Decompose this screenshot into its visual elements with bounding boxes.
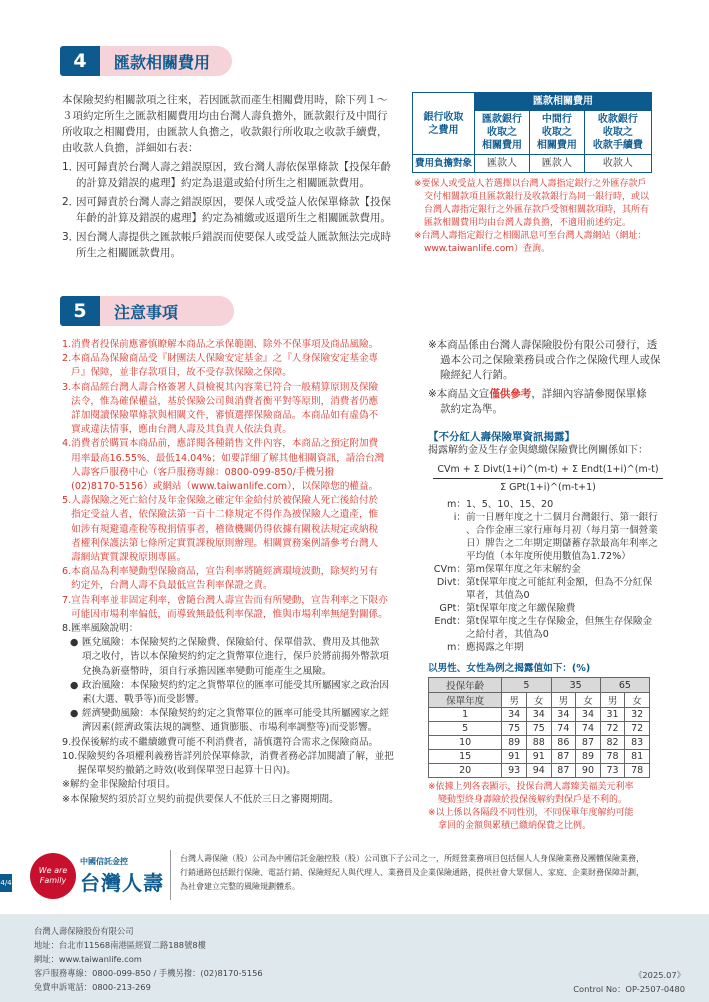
rate-sex-header: 男 <box>502 693 527 708</box>
notice-line: 實或違法情事，應由台灣人壽及其負責人依法負責。 <box>71 424 292 436</box>
footer-line: 客戶服務專線：0800-099-850 / 手機另撥：(02)8170-5156 <box>34 968 263 978</box>
issuer-line: 過本公司之保險業務員或合作之保險代理人或保 <box>440 354 661 366</box>
rate-row <box>429 708 650 722</box>
fee-payer-1: 匯款人 <box>475 155 530 173</box>
item-text <box>76 229 391 261</box>
logo-divider <box>170 850 171 900</box>
formula-def-key: Endt： <box>434 616 466 627</box>
company-desc-line: 台灣人壽保險（股）公司為中國信託金融控股（股）公司旗下子公司之一，所經營業務項目包括個人人身保險業務及團體保險業務， <box>180 854 644 863</box>
notice-item-number: 3. <box>62 381 72 393</box>
fx-risk-list <box>62 636 414 735</box>
section4-title: 匯款相關費用 <box>100 46 232 76</box>
fee-row-label: 費用負擔對象 <box>413 155 475 173</box>
rate-notes <box>428 781 668 833</box>
rate-value: 87 <box>551 764 576 778</box>
formula-def <box>428 563 668 576</box>
notice-line: 本商品為利率變動型保險商品，宣告利率將隨經濟環境波動，除契約另有 <box>71 566 379 578</box>
rate-value: 86 <box>551 736 576 750</box>
notice-red-items <box>62 338 414 622</box>
fee-note-line: 交付相關款項且匯款銀行及收款銀行為同一銀行時，或以 <box>424 192 650 202</box>
rate-value: 94 <box>526 764 551 778</box>
notice-item <box>62 437 414 494</box>
rate-year: 5 <box>429 722 502 736</box>
formula-def-line: 日）牌告之二年期定期儲蓄存款最高年利率之 <box>466 538 658 549</box>
rate-note-line: ※依據上列各表顯示，投保台灣人壽臻美福美元利率 <box>428 782 634 792</box>
rate-row <box>429 764 650 778</box>
intro-line: 由收款人負擔，詳細如右表： <box>62 142 199 154</box>
notice-item-text <box>71 338 378 352</box>
rate-sex-header: 女 <box>526 693 551 708</box>
fee-col2-header <box>529 111 584 155</box>
notice-line: 指定受益人者，依保險法第一百十二條規定不得作為被保險人之遺產，惟 <box>71 509 379 521</box>
rate-value: 72 <box>600 722 625 736</box>
fx-risk-item <box>62 636 414 679</box>
footer-line: 網址：www.taiwanlife.com <box>34 954 142 964</box>
fee-header-line: 收取之 <box>541 127 572 138</box>
notice-line: 用率最高16.55%、最低14.04%；如要詳細了解其他相關資訊，請洽台灣 <box>71 452 385 464</box>
rate-value: 89 <box>576 750 601 764</box>
notice-line: 保險契約各項權利義務皆詳列於保單條款，消費者務必詳加閱讀了解，並把 <box>77 750 394 762</box>
rate-year: 10 <box>429 736 502 750</box>
rate-sex-header: 男 <box>600 693 625 708</box>
fee-col1-header <box>475 111 530 155</box>
company-desc-line: 行銷通路包括銀行保險、電話行銷、保險經紀人與代理人、業務員及企業保險通路，提供社會大眾個人、家庭、企業財務保障計劃， <box>180 868 644 877</box>
formula-def-line: 平均值（本年度所使用數值為1.72%） <box>466 551 631 562</box>
fx-risk-line: 兌換為新臺幣時，須自行承擔因匯率變動可能產生之風險。 <box>82 665 332 677</box>
formula-def-value <box>466 498 553 511</box>
formula-def-line: 單者，其值為0 <box>466 590 530 601</box>
item-number: 2． <box>62 196 80 208</box>
formula-numerator: CVm + Σ Divt(1+i)^(m-t) + Σ Endt(1+i)^(m-t) <box>433 463 662 479</box>
rate-sex-header: 女 <box>625 693 650 708</box>
notice-line: 法令，惟為確保權益，基於保險公司與消費者衡平對等原則，消費者仍應 <box>71 395 379 407</box>
rate-value: 93 <box>502 764 527 778</box>
fee-header-line: 相關費用 <box>481 140 522 151</box>
item-line: 的計算及錯誤的處理】約定為退還或給付所生之相關匯款費用。 <box>76 177 370 189</box>
rate-age-5: 5 <box>502 678 551 693</box>
fee-header-line: 銀行收取 <box>423 111 464 123</box>
rate-value: 73 <box>600 764 625 778</box>
fee-note-line: ※台灣人壽指定銀行之相關訊息可至台灣人壽網站（網址： <box>414 231 647 241</box>
section4-item <box>62 159 407 191</box>
notice-item-number: 2. <box>62 353 72 365</box>
notice-item-number: 5. <box>62 495 72 507</box>
rate-age-35: 35 <box>551 678 600 693</box>
fee-notes <box>412 178 658 256</box>
formula-def-line: 之給付者，其值為0 <box>466 629 549 640</box>
rate-value: 31 <box>600 708 625 722</box>
fee-note-line: 匯款相關費用均由台灣人壽負擔，不適用前述約定。 <box>424 218 632 228</box>
footer-contact <box>34 924 263 994</box>
notice-tail-items <box>62 736 414 807</box>
notice-item-number: 4. <box>62 438 72 450</box>
formula-def-key: i： <box>453 512 466 523</box>
formula-def <box>428 498 668 511</box>
notice-line: 壽網站實質課稅原則專區。 <box>71 552 187 564</box>
formula-def <box>428 641 668 654</box>
fee-header-line: 相關費用 <box>536 140 577 151</box>
rate-note <box>428 807 668 833</box>
formula-def-line: 、合作金庫三家行庫每月初（每月第一個營業 <box>466 525 658 536</box>
disclosure-formula <box>428 463 668 494</box>
notice-item <box>62 750 414 778</box>
rate-value: 78 <box>625 764 650 778</box>
notice-line: 宣告利率並非固定利率，會隨台灣人壽宣告而有所變動，宣告利率之下限亦 <box>71 594 388 606</box>
issuer-line: 險經紀人行銷。 <box>440 369 514 381</box>
formula-def-line: 第t保單年度之可能紅利金額，但為不分紅保 <box>466 577 653 588</box>
rate-age-label: 投保年齡 <box>429 678 502 693</box>
rate-value: 91 <box>502 750 527 764</box>
rate-sex-header: 男 <box>551 693 576 708</box>
item-text <box>76 194 391 226</box>
notice-item <box>62 381 414 438</box>
notice-line: 如涉有規避遺產稅等稅捐情事者，稽徵機關仍得依據有關稅法規定或納稅 <box>71 523 379 535</box>
section5-title: 注意事項 <box>100 296 234 326</box>
fee-header-line: 收取之 <box>602 127 633 138</box>
notice-line: (02)8170-5156）或網站（www.taiwanlife.com），以保障您的權益。 <box>71 481 379 493</box>
rate-value: 83 <box>625 736 650 750</box>
fee-payer-2: 匯款人 <box>529 155 584 173</box>
rate-row <box>429 750 650 764</box>
notice-line: 約定外，台灣人壽不負最低宣告利率保證之責。 <box>71 580 273 592</box>
notice-line: 人壽客戶服務中心（客戶服務專線：0800-099-850/手機另撥 <box>71 466 335 478</box>
notice-line: ※本保險契約須於訂立契約前提供要保人不低於三日之審閱期間。 <box>62 793 339 805</box>
mascot-logo: We are Family <box>30 853 76 899</box>
rate-year: 20 <box>429 764 502 778</box>
rate-table-caption: 以男性、女性為例之揭露值如下：(%) <box>428 663 591 674</box>
formula-def-value <box>466 615 652 641</box>
footer <box>0 914 709 1002</box>
section4-intro <box>62 92 407 156</box>
notice-item <box>62 338 414 352</box>
intro-line: 所收取之相關費用，由匯款人負擔之，收款銀行所收取之收款手續費， <box>62 126 388 138</box>
item-line: 所生之相關匯款費用。 <box>76 247 181 259</box>
rate-value: 72 <box>625 722 650 736</box>
notice-right-column <box>428 338 668 833</box>
rate-value: 91 <box>526 750 551 764</box>
fx-risk-line: 經濟變動風險：本保險契約約定之貨幣單位的匯率可能受其所屬國家之經 <box>82 708 389 720</box>
fee-header-line: 收取之 <box>486 127 517 138</box>
company-logo <box>80 856 164 896</box>
fx-risk-item <box>62 707 414 735</box>
fee-note-line: 台灣人壽指定銀行之外匯存款戶受領相關款項時，其所有 <box>424 205 650 215</box>
formula-def-value <box>466 511 658 563</box>
formula-def-key: m： <box>447 642 466 653</box>
rate-note-line: 變動型終身壽險於投保後解約對保戶是不利的。 <box>438 795 628 805</box>
notice-item-text <box>71 736 378 750</box>
rate-year-label: 保單年度 <box>429 693 502 708</box>
rate-year: 1 <box>429 708 502 722</box>
fx-risk-item <box>62 679 414 707</box>
fee-payer-3: 收款人 <box>584 155 651 173</box>
notice-line: 人壽保險之死亡給付及年金保險之確定年金給付於被保險人死亡後給付於 <box>71 495 379 507</box>
reference-note: ※本商品文宣僅供參考，詳細內容請參閱保單條 款約定為準。 <box>428 388 647 415</box>
rate-value: 88 <box>526 736 551 750</box>
formula-def-key: GPt： <box>439 603 466 614</box>
notice-item-text <box>62 793 339 807</box>
rate-year: 15 <box>429 750 502 764</box>
formula-denominator: Σ GPt(1+i)^(m-t+1) <box>500 482 596 493</box>
formula-def-line: 前一日曆年度之十二個月台灣銀行、第一銀行 <box>466 512 658 523</box>
notice-line: 消費者投保前應審慎瞭解本商品之承保範圍、除外不保事項及商品風險。 <box>71 339 379 350</box>
bullet-icon: ● <box>70 679 79 691</box>
notice-item-number: 9. <box>62 736 72 748</box>
formula-def-value <box>466 602 575 615</box>
fee-header-line: 匯款銀行 <box>481 114 522 125</box>
notice-left-column <box>62 338 414 807</box>
rate-value: 78 <box>600 750 625 764</box>
rate-value: 75 <box>526 722 551 736</box>
section5-number: 5 <box>60 296 100 326</box>
intro-line: ３項約定所生之匯款相關費用均由台灣人壽負擔外，匯款銀行及中間行 <box>62 110 388 122</box>
rate-row <box>429 722 650 736</box>
item-number: 1． <box>62 161 80 173</box>
item-text <box>76 159 391 191</box>
fee-header-line: 收款手續費 <box>592 140 643 151</box>
footer-line: 台灣人壽保險股份有限公司 <box>34 926 134 936</box>
rate-note-line: ※以上係以各隔段不同性別，不同保單年度解約可能 <box>428 808 634 818</box>
rate-value: 32 <box>625 708 650 722</box>
formula-def-line: 第t保單年度之年繳保險費 <box>466 603 576 614</box>
item-number: 3． <box>62 231 80 243</box>
fee-table <box>412 92 652 173</box>
notice-item-number: 6. <box>62 566 72 578</box>
formula-def-key: CVm： <box>433 564 466 575</box>
rate-row <box>429 736 650 750</box>
formula-def <box>428 576 668 602</box>
notice-item-text <box>77 750 394 778</box>
rate-value: 87 <box>551 750 576 764</box>
item-line: 因台灣人壽提供之匯款帳戶錯誤而使要保人或受益人匯款無法完成時 <box>76 231 391 243</box>
page-marker: 4/4 <box>0 874 12 892</box>
rate-table <box>428 677 650 778</box>
fx-risk-line: 濟因素(經濟政策法規的調整、通貨膨脹、市場利率調整等)而受影響。 <box>82 722 378 734</box>
issuer-note <box>428 338 668 383</box>
formula-def-line: 第t保單年度之生存保險金，但無生存保險金 <box>466 616 653 627</box>
intro-line: 本保險契約相關款項之往來，若因匯款而產生相關費用時，除下列１～ <box>62 94 388 106</box>
company-desc-line: 為社會建立完整的風險規劃體系。 <box>180 882 300 891</box>
fee-col0-header <box>413 93 475 155</box>
disclosure-subtitle: 揭露解約金及生存金與總繳保險費比例關係如下： <box>428 445 648 456</box>
section4-items <box>62 159 407 261</box>
bullet-icon: ● <box>70 708 79 720</box>
section4-header <box>60 46 232 76</box>
rate-value: 90 <box>576 764 601 778</box>
rate-value: 34 <box>526 708 551 722</box>
rate-note <box>428 781 668 807</box>
notice-item-text <box>62 778 176 792</box>
rate-value: 81 <box>625 750 650 764</box>
notice-line: 握保單契約撤銷之時效(收到保單翌日起算十日內)。 <box>77 765 296 777</box>
fee-note <box>414 230 658 256</box>
notice-item-text <box>71 381 378 438</box>
notice-item <box>62 793 414 807</box>
issuer-line: ※本商品係由台灣人壽保險股份有限公司發行，透 <box>428 339 658 351</box>
reference-highlight: 僅供參考 <box>489 388 532 400</box>
rate-value: 34 <box>576 708 601 722</box>
notice-item <box>62 494 414 565</box>
notice-item-8-title: 8.匯率風險說明： <box>62 623 139 635</box>
bullet-icon: ● <box>70 637 79 649</box>
formula-def-key: Divt： <box>436 577 466 588</box>
fx-risk-text <box>82 707 389 735</box>
notice-line: 本商品經台灣人壽合格簽署人員檢視其內容業已符合一般精算原則及保險 <box>71 381 379 393</box>
section4-item <box>62 229 407 261</box>
fee-header-line: 收款銀行 <box>597 114 638 125</box>
notice-item-text <box>71 565 378 593</box>
notice-item-text <box>71 594 388 622</box>
notice-line: 可能因市場利率偏低，而導致無最低利率保證，惟與市場利率無絕對關係。 <box>71 608 388 620</box>
formula-def-line: 1、5、10、15、20 <box>466 499 554 510</box>
footer-right <box>573 968 685 996</box>
formula-def-value <box>466 576 652 602</box>
footer-date: 《2025.07》 <box>634 970 685 980</box>
rate-value: 82 <box>600 736 625 750</box>
formula-def-line: 應揭露之年期 <box>466 642 524 653</box>
notice-item <box>62 594 414 622</box>
notice-item-text <box>71 437 384 494</box>
footer-control-no: Control No：OP-2507-0480 <box>573 984 685 994</box>
fee-header-line: 之費用 <box>428 124 459 136</box>
ctbc-text: 中國信託金控 <box>80 857 128 866</box>
notice-line: 本商品為保險商品受『財團法人保險安定基金』之『人身保險安定基金專 <box>71 353 379 365</box>
item-line: 因可歸責於台灣人壽之錯誤原因，致台灣人壽依保單條款【投保年齡 <box>76 161 391 173</box>
fx-risk-text <box>82 636 389 679</box>
notice-line: 詳加閱讀保險單條款與相關文件，審慎選擇保險商品。本商品如有虛偽不 <box>71 410 379 422</box>
rate-value: 74 <box>576 722 601 736</box>
fx-risk-line: 匯兌風險：本保險契約之保險費、保險給付、保單借款、費用及其他款 <box>82 637 380 649</box>
fee-header-line: 中間行 <box>541 114 572 125</box>
notice-line: 戶』保障，並非存款項目，故不受存款保險之保障。 <box>71 367 292 379</box>
rate-value: 74 <box>551 722 576 736</box>
company-description <box>180 852 700 894</box>
notice-item <box>62 565 414 593</box>
section4-left <box>62 92 407 261</box>
rate-value: 34 <box>502 708 527 722</box>
fee-group-header: 匯款相關費用 <box>475 93 652 111</box>
notice-item-number: 10. <box>62 750 78 762</box>
formula-def <box>428 615 668 641</box>
notice-item <box>62 736 414 750</box>
company-logo-text: 台灣人壽 <box>80 871 164 895</box>
formula-def <box>428 602 668 615</box>
notice-line: 者權利保護法第七條所定實質課稅原則辦理。相關實務案例請參考台灣人 <box>71 537 379 549</box>
fee-col3-header <box>584 111 651 155</box>
fee-table-area <box>412 92 658 256</box>
notice-item-number: 1. <box>62 339 72 350</box>
rate-sex-header: 女 <box>576 693 601 708</box>
section4-number: 4 <box>60 46 100 76</box>
fx-risk-line: 素(大選、戰爭等)而受影響。 <box>82 694 205 706</box>
rate-age-65: 65 <box>600 678 649 693</box>
notice-line: ※解約金非保險給付項目。 <box>62 779 176 791</box>
rate-note-line: 拿回的金額與累積已繳納保費之比例。 <box>438 821 592 831</box>
notice-item <box>62 352 414 380</box>
fee-note <box>414 178 658 230</box>
notice-item <box>62 778 414 792</box>
section4-item <box>62 194 407 226</box>
notice-line: 消費者於購買本商品前，應詳閱各種銷售文件內容，本商品之預定附加費 <box>71 438 379 450</box>
notice-item-number: 7. <box>62 594 72 606</box>
notice-item-text <box>71 352 378 380</box>
fx-risk-text <box>82 679 389 707</box>
formula-def-key: m： <box>447 499 466 510</box>
formula-def <box>428 511 668 563</box>
rate-value: 87 <box>576 736 601 750</box>
footer-line: 免費申訴電話：0800-213-269 <box>34 982 151 992</box>
fx-risk-line: 政治風險：本保險契約約定之貨幣單位的匯率可能受其所屬國家之政治因 <box>82 679 389 691</box>
rate-value: 34 <box>551 708 576 722</box>
section5-header <box>60 296 234 326</box>
footer-line: 地址：台北市11568南港區經貿二路188號8樓 <box>34 940 206 950</box>
formula-definitions <box>428 498 668 654</box>
notice-item-text <box>71 494 378 565</box>
fee-note-line: ※要保人或受益人若選擇以台灣人壽指定銀行之外匯存款戶 <box>414 179 647 189</box>
notice-line: 投保後解約或不繼續繳費可能不利消費者，請慎選符合需求之保險商品。 <box>71 736 379 748</box>
formula-def-line: 第m保單年度之年末解約金 <box>466 564 581 575</box>
fee-note-line: www.taiwanlife.com）查詢。 <box>424 244 551 254</box>
disclosure-title: 【不分紅人壽保險單資訊揭露】 <box>428 431 575 443</box>
item-line: 年齡的計算及錯誤的處理】約定為補繳或返還所生之相關匯款費用。 <box>76 212 391 224</box>
rate-value: 89 <box>502 736 527 750</box>
rate-value: 75 <box>502 722 527 736</box>
fx-risk-line: 項之收付，皆以本保險契約約定之貨幣單位進行，保戶於將前揭外幣款項 <box>82 651 389 663</box>
formula-def-value <box>466 563 581 576</box>
disclosure-formula-box <box>428 431 668 654</box>
formula-def-value <box>466 641 524 654</box>
item-line: 因可歸責於台灣人壽之錯誤原因，要保人或受益人依保單條款【投保 <box>76 196 391 208</box>
